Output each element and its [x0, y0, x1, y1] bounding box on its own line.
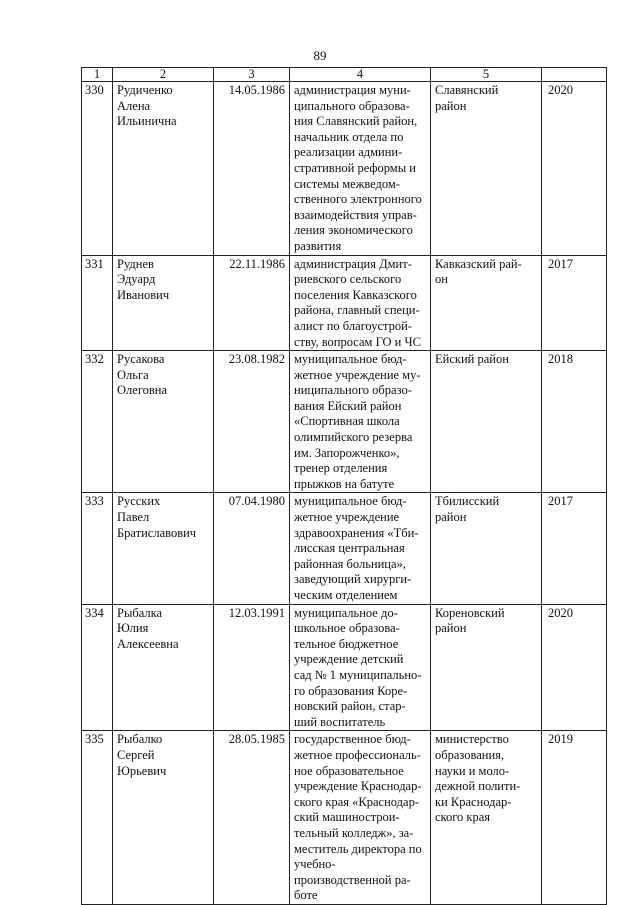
- table-row: [82, 82, 607, 256]
- table-row: [82, 493, 607, 604]
- person-name: Русакова Ольга Олеговна: [113, 351, 214, 493]
- person-name: Руднев Эдуард Иванович: [113, 255, 214, 351]
- year: 2020: [542, 82, 607, 256]
- column-number-header-row: [82, 68, 607, 82]
- workplace-position: муниципальное бюд- жетное учреждение здравоохранения «Тби- лисская центральная районная больница», заведующий хирурги- ческим отделением: [290, 493, 431, 604]
- district: Тбилисский район: [431, 493, 542, 604]
- workplace-position: администрация Дмит- риевского сельского поселения Кавказского района, главный специ- алист по благоустрой- ству, вопросам ГО и ЧС: [290, 255, 431, 351]
- column-header: 1: [82, 68, 113, 82]
- row-number: 330: [82, 82, 113, 256]
- column-header: 2: [113, 68, 214, 82]
- table-row: [82, 604, 607, 731]
- table-row: [82, 255, 607, 351]
- district: Кавказский рай- он: [431, 255, 542, 351]
- year: 2017: [542, 493, 607, 604]
- row-number: 331: [82, 255, 113, 351]
- workplace-position: администрация муни- ципального образова- ния Славянский район, начальник отдела по реализации админи- стративной реформы и системы межведом- ственного электронного взаимодействия управ- ления экономического развития: [290, 82, 431, 256]
- table-row: [82, 351, 607, 493]
- year: 2020: [542, 604, 607, 731]
- person-name: Русских Павел Братиславович: [113, 493, 214, 604]
- person-name: Рыбалка Юлия Алексеевна: [113, 604, 214, 731]
- birth-date: 07.04.1980: [214, 493, 290, 604]
- row-number: 333: [82, 493, 113, 604]
- column-header: 3: [214, 68, 290, 82]
- year: 2018: [542, 351, 607, 493]
- workplace-position: государственное бюд- жетное профессиональ- ное образовательное учреждение Краснодар- ского края «Краснодар- ский машинострои- тельный колледж», за- меститель директора по учебно- производственной ра- боте: [290, 731, 431, 905]
- birth-date: 23.08.1982: [214, 351, 290, 493]
- page-number: 89: [313, 48, 327, 63]
- registry-table: [81, 67, 607, 905]
- birth-date: 22.11.1986: [214, 255, 290, 351]
- column-header: 5: [431, 68, 542, 82]
- year: 2017: [542, 255, 607, 351]
- row-number: 332: [82, 351, 113, 493]
- person-name: Рыбалко Сергей Юрьевич: [113, 731, 214, 905]
- row-number: 335: [82, 731, 113, 905]
- district: Ейский район: [431, 351, 542, 493]
- person-name: Рудиченко Алена Ильинична: [113, 82, 214, 256]
- workplace-position: муниципальное до- школьное образова- тельное бюджетное учреждение детский сад № 1 муниципально- го образования Коре- новский район, стар- ший воспитатель: [290, 604, 431, 731]
- district: Славянский район: [431, 82, 542, 256]
- year: 2019: [542, 731, 607, 905]
- table-row: [82, 731, 607, 905]
- column-header: [542, 68, 607, 82]
- row-number: 334: [82, 604, 113, 731]
- column-header: 4: [290, 68, 431, 82]
- district: министерство образования, науки и моло- дежной полити- ки Краснодар- ского края: [431, 731, 542, 905]
- birth-date: 12.03.1991: [214, 604, 290, 731]
- district: Кореновский район: [431, 604, 542, 731]
- birth-date: 14.05.1986: [214, 82, 290, 256]
- birth-date: 28.05.1985: [214, 731, 290, 905]
- workplace-position: муниципальное бюд- жетное учреждение му- ниципального образо- вания Ейский район «Спортивная школа олимпийского резерва им. Запорожченко», тренер отделения прыжков на батуте: [290, 351, 431, 493]
